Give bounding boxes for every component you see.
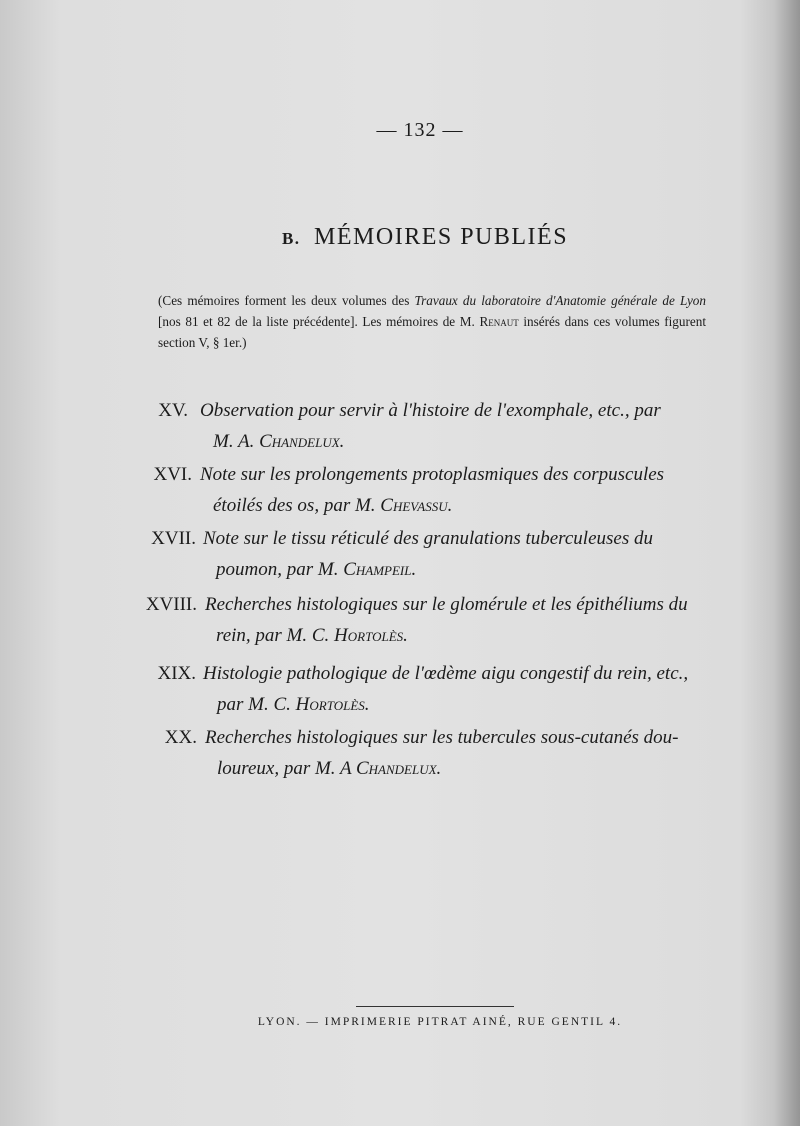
entry-title: Note sur les prolongements protoplasmiques des corpuscules (200, 464, 665, 485)
printer-imprint: LYON. — IMPRIMERIE PITRAT AINÉ, RUE GENTIL 4. (257, 1016, 623, 1028)
entry-line2-text: étoilés des os, par M. (213, 495, 381, 516)
entry-line2 (213, 426, 344, 458)
entry-title: Histologie pathologique de l'œdème aigu congestif du rein, etc., (203, 663, 689, 684)
entry-number: XX. (164, 727, 197, 748)
entry-title: Recherches histologiques sur le glomérule et les épithéliums du (205, 594, 688, 615)
entry-author: Champeil. (343, 559, 417, 580)
entry-title: Observation pour servir à l'histoire de l'exomphale, etc., par (200, 400, 661, 421)
entry-line2-text: loureux, par M. A (217, 758, 356, 779)
intro-journal-title: Travaux du laboratoire d'Anatomie générale de Lyon (414, 293, 706, 308)
entry-line2 (216, 554, 416, 586)
page-number: — 132 — (376, 119, 464, 141)
entry-line2 (216, 620, 408, 652)
intro-author-renaut: Renaut (479, 314, 519, 329)
entry-title: Note sur le tissu réticulé des granulations tuberculeuses du (203, 528, 653, 549)
entry-title: Recherches histologiques sur les tubercules sous-cutanés dou- (205, 727, 679, 748)
intro-paragraph (158, 290, 706, 353)
section-title-text: MÉMOIRES PUBLIÉS (314, 224, 569, 250)
page-shadow (774, 0, 800, 1126)
footer-rule (356, 1006, 514, 1007)
entry-number: XIX. (157, 663, 196, 684)
intro-part-3: [nos 81 et 82 de la liste précédente]. Les mémoires de M. (158, 314, 480, 329)
entry-line2-text: par M. C. (217, 694, 296, 715)
entry-author: Hortolès. (334, 625, 408, 646)
entry-author: Hortolès. (295, 694, 370, 715)
entry-line2 (213, 490, 452, 522)
entry-number: XVII. (151, 528, 196, 549)
entry-number: XVIII. (145, 594, 197, 615)
entry-line2 (217, 753, 441, 785)
entry-author: Chandelux. (355, 758, 442, 779)
entry-line2-text: M. A. (213, 431, 260, 452)
section-title (0, 224, 800, 251)
section-letter: B. (281, 229, 301, 248)
entry-line2 (217, 689, 370, 721)
intro-part-5: insérés dans ces volumes figurent section V, § 1er.) (158, 314, 706, 350)
entry-number: XV. (158, 400, 188, 421)
entry-line2-text: poumon, par M. (216, 559, 344, 580)
entry-author: Chandelux. (259, 431, 345, 452)
entry-author: Chevassu. (380, 495, 453, 516)
entry-line2-text: rein, par M. C. (216, 625, 335, 646)
entry-number: XVI. (153, 464, 192, 485)
intro-part-1: (Ces mémoires forment les deux volumes des (158, 293, 415, 308)
